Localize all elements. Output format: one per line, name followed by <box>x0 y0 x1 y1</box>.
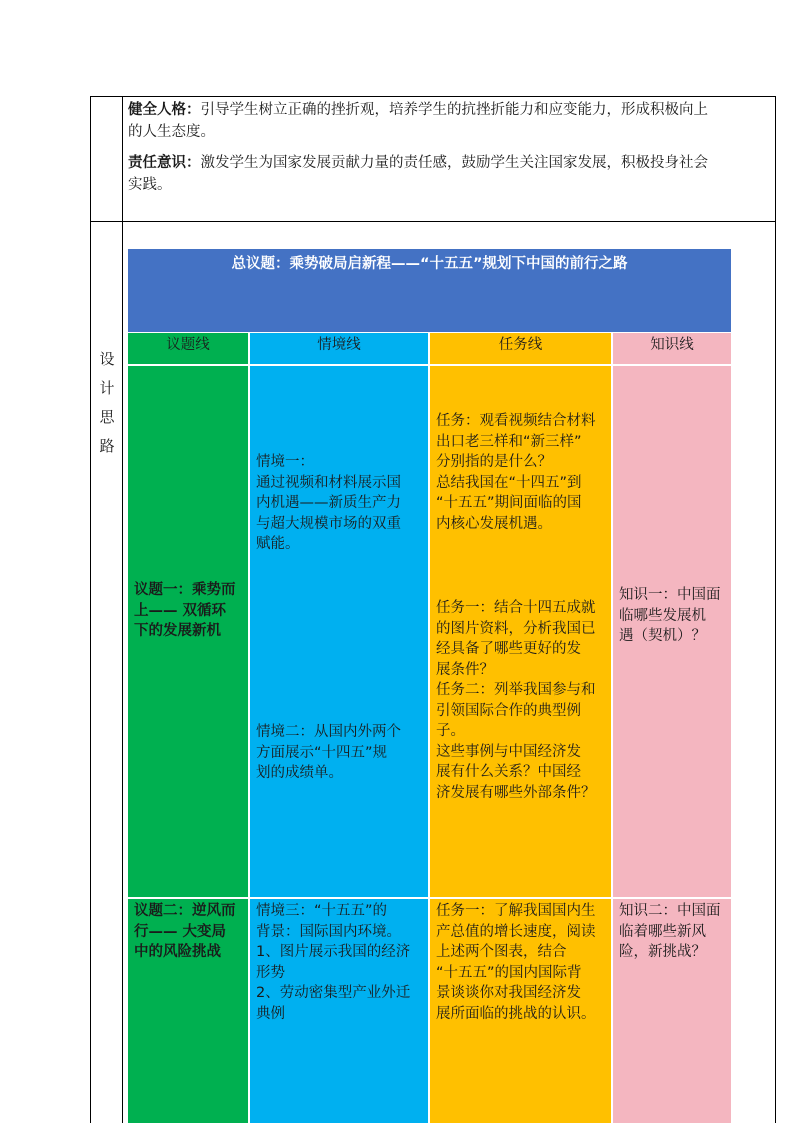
header-context-line <box>250 333 428 364</box>
frame-left-line <box>90 96 91 1123</box>
side-label-char: 思 <box>99 408 115 426</box>
text-responsibility-line1: 激发学生为国家发展贡献力量的责任感，鼓励学生关注国家发展，积极投身社会 <box>200 155 708 171</box>
frame-top-line <box>90 96 776 97</box>
header-context-label: 情境线 <box>317 337 361 353</box>
row1-knowledge-text: 知识一：中国面 临哪些发展机 遇（契机）？ <box>619 587 721 644</box>
frame-divider-line <box>122 96 123 1123</box>
row2-task-text: 任务一：了解我国国内生 产总值的增长速度，阅读 上述两个图表，结合 “十五五”的国内国际背 景谈谈你对我国经济发 展所面临的挑战的认识。 <box>436 903 596 1022</box>
row2-issue-text: 议题二：逆风而 行—— 大变局 中的风险挑战 <box>134 903 236 960</box>
frame-middle-line <box>90 221 776 222</box>
row1-context-a-text: 情境一： 通过视频和材料展示国 内机遇——新质生产力 与超大规模市场的双重 赋能。 <box>256 454 401 552</box>
text-healthy-personality-line1: 引导学生树立正确的挫折观，培养学生的抗挫折能力和应变能力，形成积极向上 <box>200 102 708 118</box>
side-label-char: 计 <box>99 379 115 397</box>
text-responsibility-line2: 实践。 <box>128 177 172 193</box>
table-title: 总议题：乘势破局启新程——“十五五”规划下中国的前行之路 <box>231 256 628 272</box>
side-label-char: 设 <box>99 350 115 368</box>
label-healthy-personality: 健全人格： <box>128 102 201 118</box>
row2-knowledge-text: 知识二：中国面 临着哪些新风 险，新挑战？ <box>619 903 721 960</box>
row1-task-b-text: 任务一：结合十四五成就 的图片资料，分析我国已 经具备了哪些更好的发 展条件？ 任务二：列举我国参与和 引领国际合作的典型例 子。 这些事例与中国经济发 展有什么关系？中国经 济发展有哪些外部条件？ <box>436 600 596 801</box>
header-task-label: 任务线 <box>498 337 543 353</box>
row2-context-text: 情境三：“十五五”的 背景：国际国内环境。 1、图片展示我国的经济 形势 2、劳动密集型产业外迁 典例 <box>256 903 411 1022</box>
row1-context-cell <box>250 366 428 897</box>
side-label-char: 路 <box>99 437 115 455</box>
label-responsibility: 责任意识： <box>128 155 201 171</box>
paragraph-responsibility <box>128 152 773 196</box>
header-knowledge-line <box>613 333 731 364</box>
header-knowledge-label: 知识线 <box>650 337 694 353</box>
paragraph-healthy-personality <box>128 99 773 143</box>
table-title-band <box>128 249 731 332</box>
row1-context-b-text: 情境二：从国内外两个 方面展示“十四五”规 划的成绩单。 <box>256 724 401 781</box>
row1-task-a-text: 任务：观看视频结合材料 出口老三样和“新三样” 分别指的是什么？ 总结我国在“十四五”到 “十五五”期间面临的国 内核心发展机遇。 <box>436 413 596 532</box>
side-label <box>92 345 122 461</box>
header-issue-label: 议题线 <box>166 337 210 353</box>
text-healthy-personality-line2: 的人生态度。 <box>128 124 215 140</box>
header-task-line <box>430 333 611 364</box>
frame-right-line <box>775 96 776 1123</box>
header-issue-line <box>128 333 248 364</box>
row1-issue-text: 议题一：乘势而 上—— 双循环 下的发展新机 <box>134 582 236 639</box>
